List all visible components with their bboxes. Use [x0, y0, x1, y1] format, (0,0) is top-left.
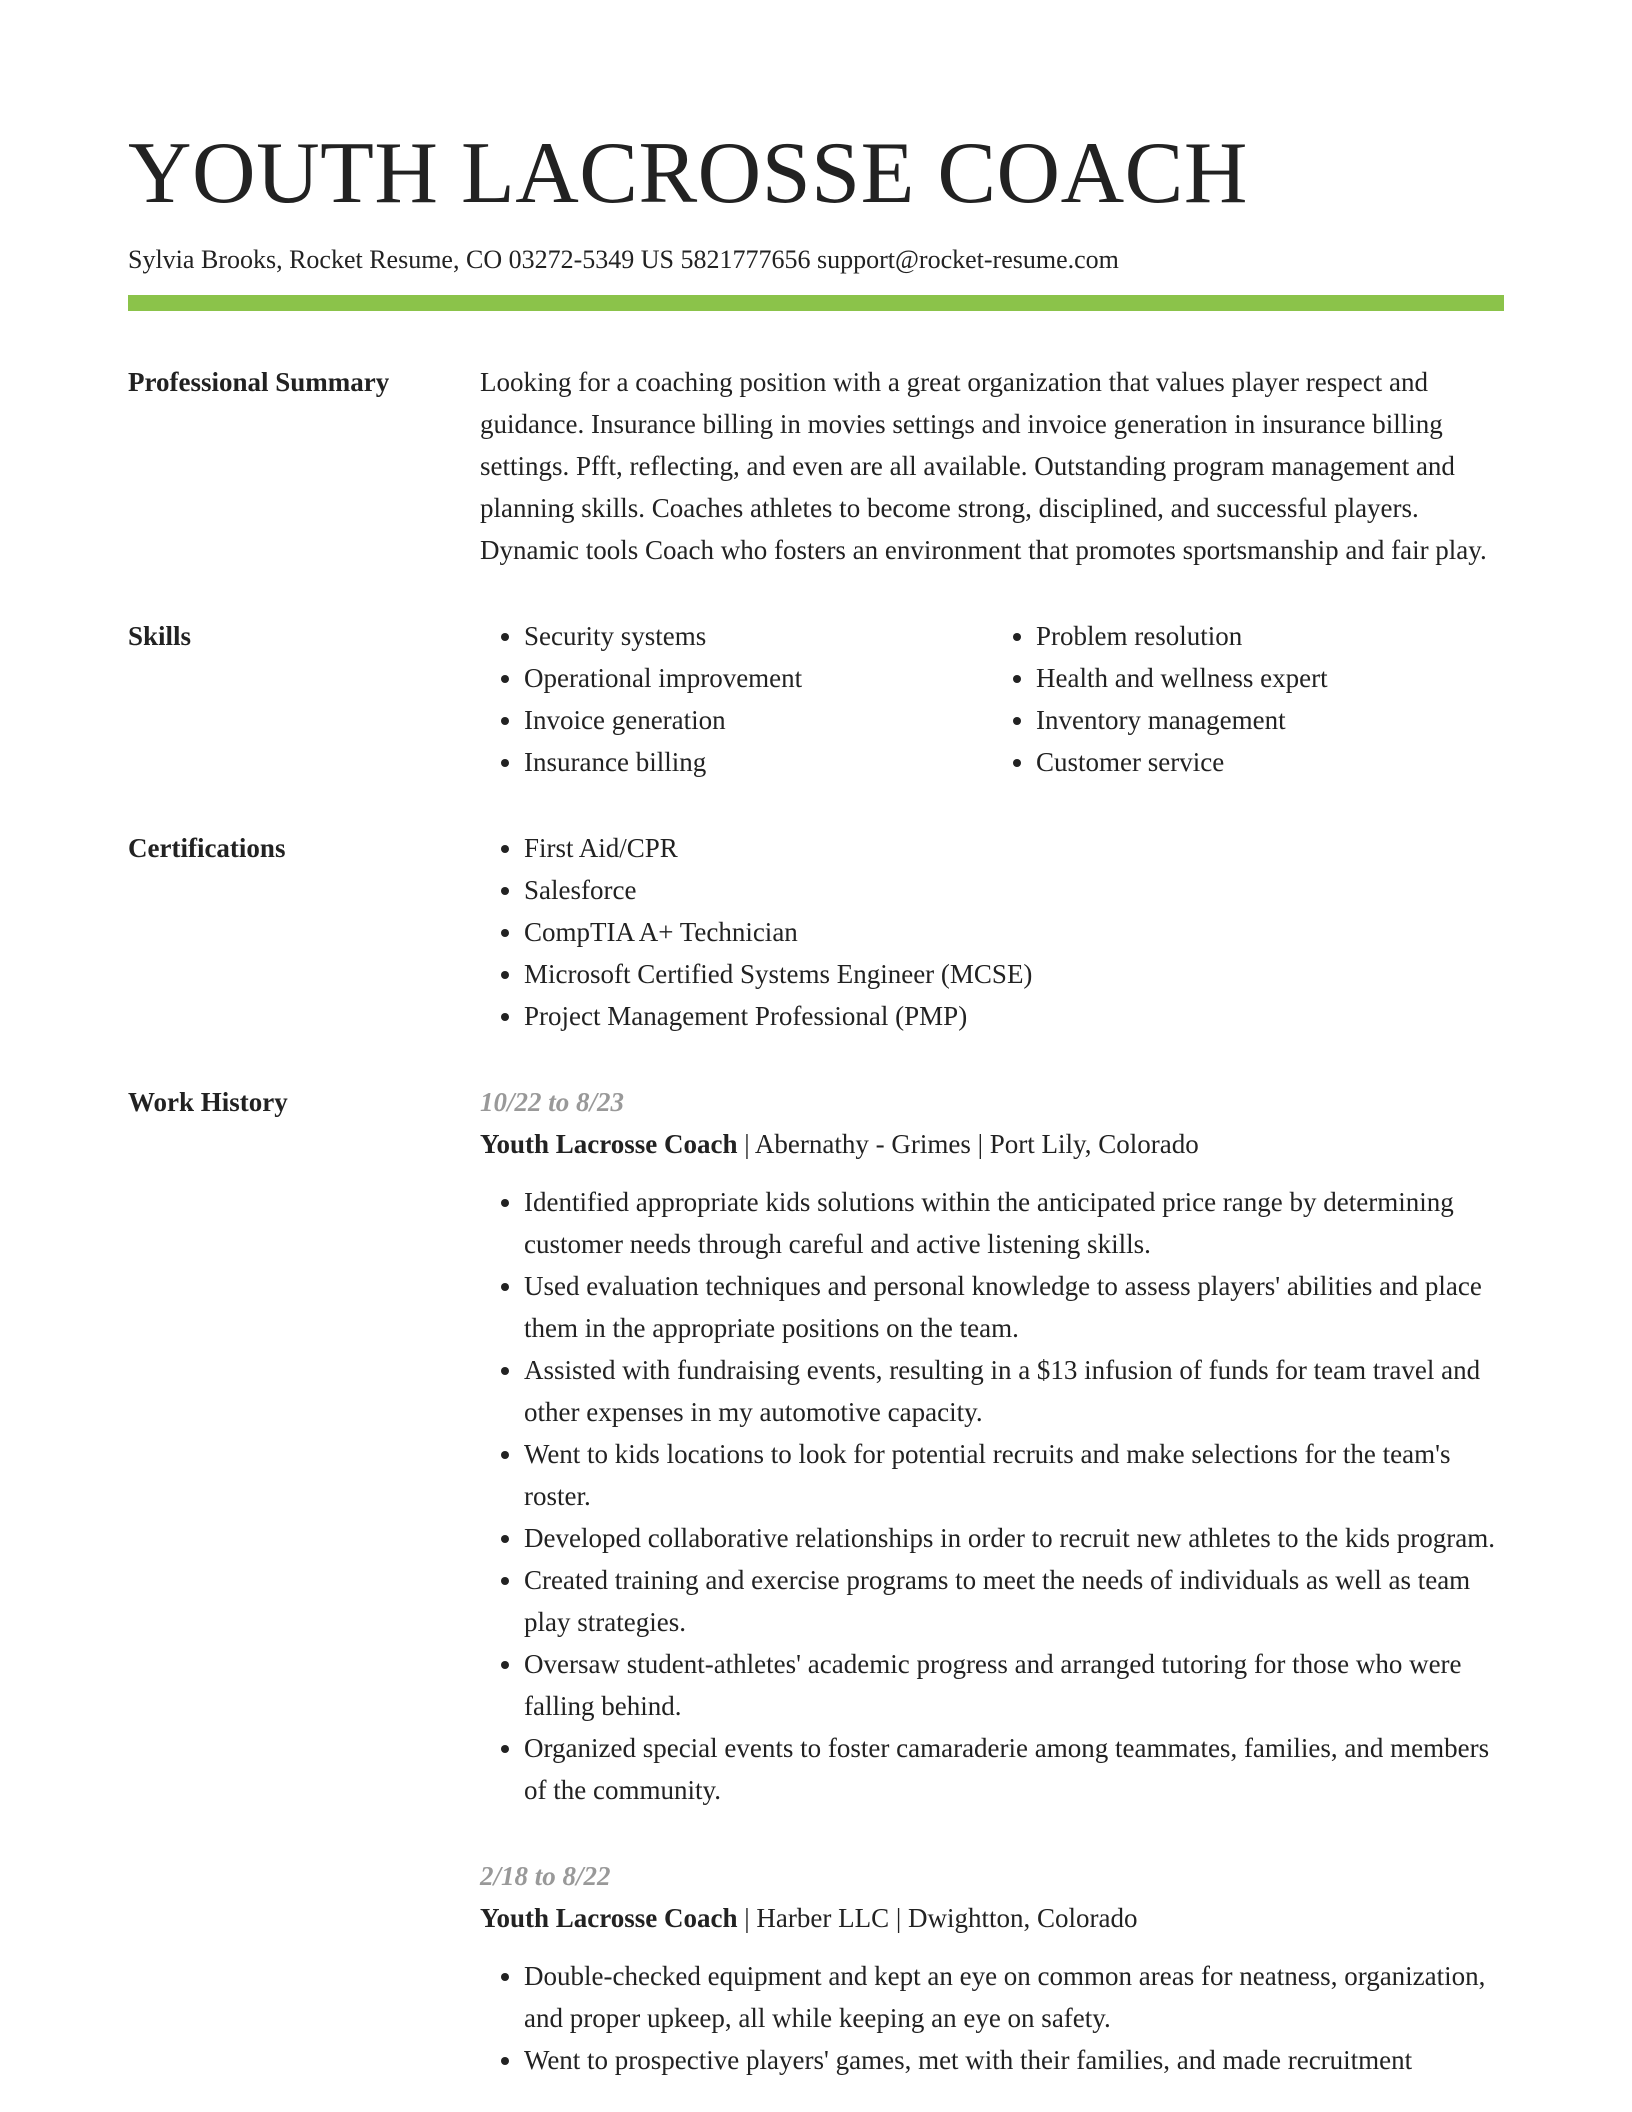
certification-item: • CompTIA A+ Technician [524, 911, 1504, 953]
job-entry [480, 1855, 1504, 2081]
job-bullet: • Assisted with fundraising events, resulting in a $13 infusion of funds for team travel and other expenses in my automotive capacity. [524, 1349, 1504, 1433]
certification-item: • Microsoft Certified Systems Engineer (MCSE) [524, 953, 1504, 995]
summary-text: Looking for a coaching position with a great organization that values player respect and guidance. Insurance billing in movies settings and invoice generation in insurance billing settings. Pfft, reflecting, and even are all available. Outstanding program management and planning skills. Coaches athletes to become strong, disciplined, and successful players. Dynamic tools Coach who fosters an environment that promotes sportsmanship and fair play. [480, 367, 1487, 566]
job-bullet: • Created training and exercise programs to meet the needs of individuals as well as team play strategies. [524, 1559, 1504, 1643]
job-dates: 2/18 to 8/22 [480, 1861, 611, 1892]
skill-item: • Insurance billing [524, 741, 992, 783]
job-bullet: • Organized special events to foster camaraderie among teammates, families, and members of the community. [524, 1727, 1504, 1811]
job-bullet: • Oversaw student-athletes' academic progress and arranged tutoring for those who were falling behind. [524, 1643, 1504, 1727]
job-details: | Harber LLC | Dwightton, Colorado [737, 1903, 1138, 1934]
contact-line: Sylvia Brooks, Rocket Resume, CO 03272-5349 US 5821777656 support@rocket-resume.com [128, 245, 1119, 274]
job-bullet: • Went to kids locations to look for potential recruits and make selections for the team's roster. [524, 1433, 1504, 1517]
job-bullet: • Identified appropriate kids solutions within the anticipated price range by determining customer needs through careful and active listening skills. [524, 1181, 1504, 1265]
job-heading [480, 1123, 1504, 1165]
job-title: Youth Lacrosse Coach [480, 1129, 738, 1160]
job-bullet: • Went to prospective players' games, met with their families, and made recruitment [524, 2039, 1504, 2081]
skills-list-right [992, 615, 1504, 783]
section-label-certifications: Certifications [128, 833, 286, 864]
job-bullet: • Double-checked equipment and kept an eye on common areas for neatness, organization, and proper upkeep, all while keeping an eye on safety. [524, 1955, 1504, 2039]
certification-item: • First Aid/CPR [524, 827, 1504, 869]
skill-item: • Problem resolution [1036, 615, 1504, 657]
summary-section [128, 361, 1504, 571]
job-title: Youth Lacrosse Coach [480, 1903, 738, 1934]
accent-divider [128, 295, 1504, 311]
job-dates: 10/22 to 8/23 [480, 1087, 625, 1118]
section-label-work-history: Work History [128, 1087, 288, 1118]
section-label-skills: Skills [128, 621, 192, 652]
job-bullet: • Used evaluation techniques and personal knowledge to assess players' abilities and place them in the appropriate positions on the team. [524, 1265, 1504, 1349]
skills-list-left [480, 615, 992, 783]
section-label-summary: Professional Summary [128, 367, 390, 398]
skill-item: • Customer service [1036, 741, 1504, 783]
certification-item: • Project Management Professional (PMP) [524, 995, 1504, 1037]
job-bullet: • Developed collaborative relationships in order to recruit new athletes to the kids program. [524, 1517, 1504, 1559]
skills-section [128, 615, 1504, 783]
certification-item: • Salesforce [524, 869, 1504, 911]
skill-item: • Security systems [524, 615, 992, 657]
skill-item: • Operational improvement [524, 657, 992, 699]
job-bullets [480, 1955, 1504, 2081]
job-details: | Abernathy - Grimes | Port Lily, Colorado [737, 1129, 1199, 1160]
resume-title: YOUTH LACROSSE COACH [128, 125, 1248, 222]
skill-item: • Health and wellness expert [1036, 657, 1504, 699]
work-history-section [128, 1081, 1504, 2081]
skill-item: • Invoice generation [524, 699, 992, 741]
skill-item: • Inventory management [1036, 699, 1504, 741]
certifications-list [480, 827, 1504, 1037]
certifications-section [128, 827, 1504, 1037]
job-entry [480, 1081, 1504, 1811]
job-heading [480, 1897, 1504, 1939]
job-bullets [480, 1181, 1504, 1811]
